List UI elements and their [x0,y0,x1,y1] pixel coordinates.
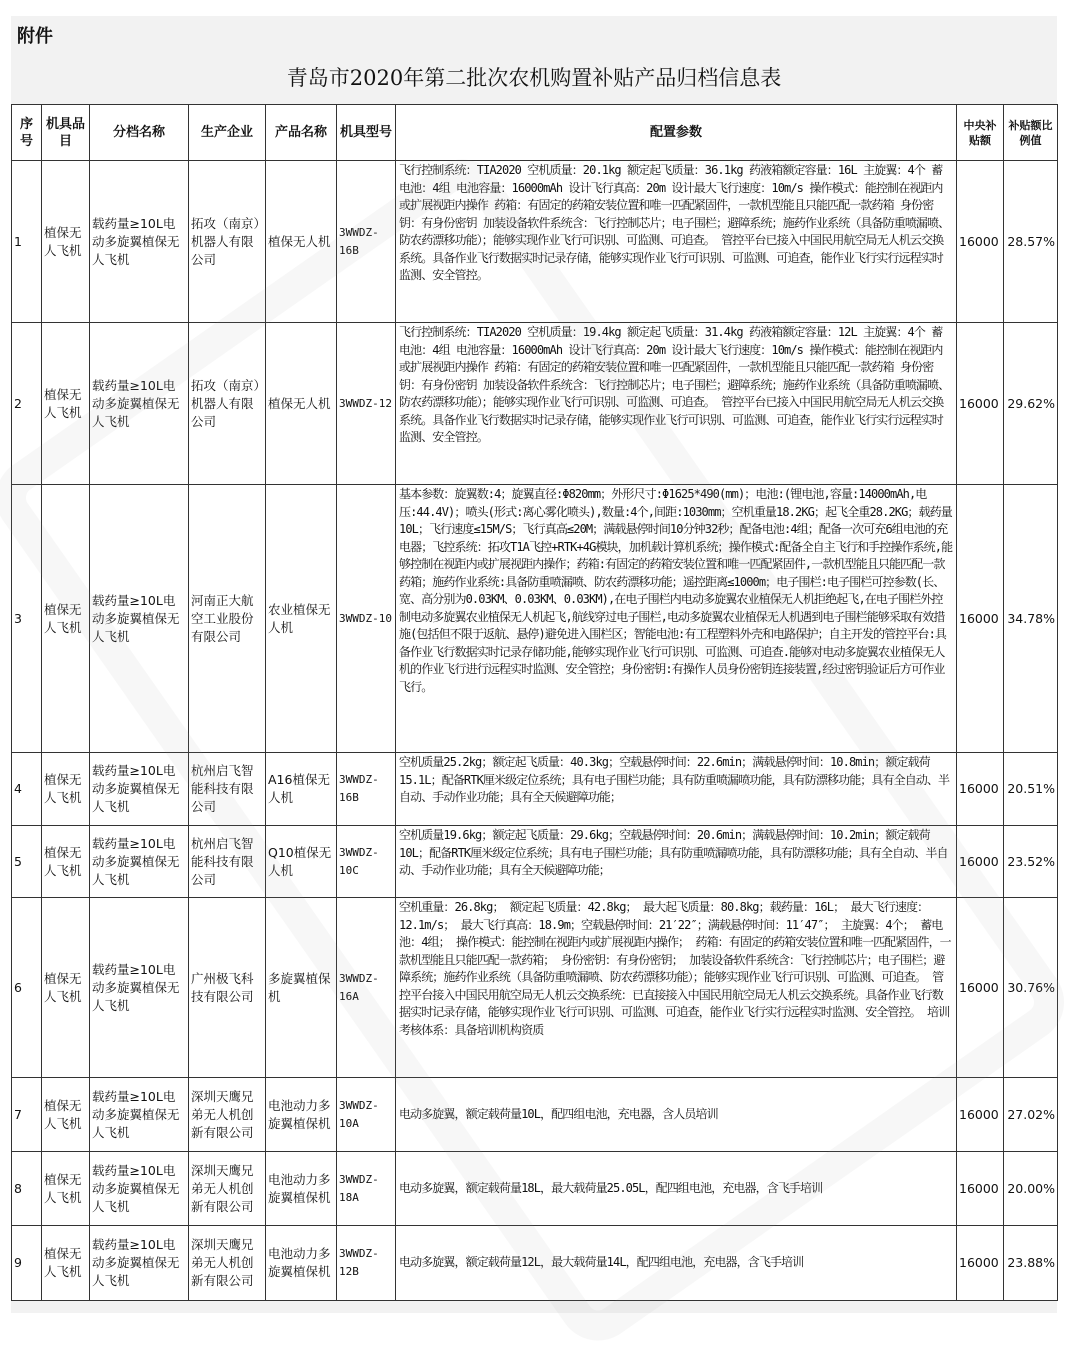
cell-item: 植保无人飞机 [42,826,90,898]
cell-item: 植保无人飞机 [42,161,90,323]
cell-subsidy: 16000 [957,1226,1004,1301]
table-row [12,1226,1058,1301]
cell-model: 3WWDZ-10A [337,1078,396,1152]
cell-ratio: 23.88% [1004,1226,1058,1301]
table-body [12,161,1058,1301]
cell-ratio: 27.02% [1004,1078,1058,1152]
cell-item: 植保无人飞机 [42,753,90,826]
cell-config: 电动多旋翼，额定载荷量10L，配四组电池，充电器，含人员培训 [396,1078,957,1152]
header-model: 机具型号 [337,105,396,161]
header-maker: 生产企业 [189,105,266,161]
cell-subsidy: 16000 [957,1078,1004,1152]
attachment-label: 附件 [17,26,53,47]
table-row [12,1078,1058,1152]
header-seq: 序号 [12,105,42,161]
cell-maker: 杭州启飞智能科技有限公司 [189,826,266,898]
cell-config: 基本参数：旋翼数:4；旋翼直径:Φ820mm；外形尺寸:Φ1625*490(mm)；电池:(锂电池,容量:14000mAh,电压:44.4V)；喷头(形式:离心雾化喷头),数量:4个,间距:1030mm；空机重量18.2KG；起飞全重28.2KG；载药量10L；飞行速度≤15M/S；飞行真高≤20M；满载悬停时间10分钟32秒；配备电池:4组；配备一次可充6组电池的充电器；飞控系统：拓攻T1A飞控+RTK+4G模块，加机载计算机系统；操作模式:配备全自主飞行和手控操作系统,能够控制在视距内或扩展视距内操作；药箱:有固定的药箱安装位置和唯一匹配紧固件,一款机型能且只能匹配一款药箱；施药作业系统:具备防重喷漏喷、防农药漂移功能；遥控距离≤1000m；电子围栏:电子围栏可控参数(长、宽、高分别为0.03KM、0.03KM、0.03KM),在电子围栏内电动多旋翼农业植保无人机拒绝起飞,在电子围栏外控制电动多旋翼农业植保无人机起飞,航线穿过电子围栏,电动多旋翼农业植保无人机遇到电子围栏能够采取有效措施(包括但不限于返航、悬停)避免进入围栏区；智能电池:有工程塑料外壳和电路保护；自主开发的管控平台:具备作业飞行数据实时记录存储功能,能够实现作业飞行可识别、可监测、可追查.能够对电动多旋翼农业植保无人机的作业飞行进行远程实时监测、安全管控；身份密钥:有操作人员身份密钥连接装置,经过密钥验证后方可作业飞行。 [396,485,957,753]
cell-config: 空机质量25.2kg；额定起飞质量：40.3kg；空载悬停时间：22.6min；满载悬停时间：10.8min；额定载荷15.1L；配备RTK厘米级定位系统；具有电子围栏功能；具有防重喷漏喷功能，具有防漂移功能；具有全自动、半自动、手动作业功能；具有全天候避障功能； [396,753,957,826]
cell-model: 3WWDZ-16B [337,161,396,323]
cell-maker: 杭州启飞智能科技有限公司 [189,753,266,826]
cell-maker: 拓攻（南京）机器人有限公司 [189,161,266,323]
cell-ratio: 20.00% [1004,1152,1058,1226]
cell-seq: 3 [12,485,42,753]
cell-model: 3WWDZ-16A [337,898,396,1078]
cell-ratio: 23.52% [1004,826,1058,898]
cell-model: 3WWDZ-10 [337,485,396,753]
table-row [12,898,1058,1078]
header-ratio: 补贴额比例值 [1004,105,1058,161]
cell-model: 3WWDZ-16B [337,753,396,826]
cell-config: 电动多旋翼，额定载荷量12L，最大载荷量14L，配四组电池，充电器，含飞手培训 [396,1226,957,1301]
cell-maker: 深圳天鹰兄弟无人机创新有限公司 [189,1078,266,1152]
cell-model: 3WWDZ-12B [337,1226,396,1301]
table-row [12,161,1058,323]
cell-product: 多旋翼植保机 [266,898,337,1078]
cell-maker: 河南正大航空工业股份有限公司 [189,485,266,753]
table-row [12,753,1058,826]
cell-model: 3WWDZ-10C [337,826,396,898]
cell-product: 电池动力多旋翼植保机 [266,1226,337,1301]
cell-seq: 9 [12,1226,42,1301]
table-row [12,485,1058,753]
header-item: 机具品目 [42,105,90,161]
cell-model: 3WWDZ-18A [337,1152,396,1226]
cell-tier: 载药量≥10L电动多旋翼植保无人飞机 [90,826,189,898]
cell-item: 植保无人飞机 [42,1226,90,1301]
table-row [12,1152,1058,1226]
page-title: 青岛市2020年第二批次农机购置补贴产品归档信息表 [286,66,782,90]
cell-subsidy: 16000 [957,161,1004,323]
cell-subsidy: 16000 [957,485,1004,753]
table-row [12,323,1058,485]
cell-product: 植保无人机 [266,323,337,485]
cell-maker: 深圳天鹰兄弟无人机创新有限公司 [189,1226,266,1301]
cell-product: Q10植保无人机 [266,826,337,898]
cell-subsidy: 16000 [957,898,1004,1078]
cell-seq: 6 [12,898,42,1078]
cell-subsidy: 16000 [957,753,1004,826]
cell-product: A16植保无人机 [266,753,337,826]
cell-ratio: 30.76% [1004,898,1058,1078]
cell-tier: 载药量≥10L电动多旋翼植保无人飞机 [90,1078,189,1152]
cell-seq: 1 [12,161,42,323]
cell-item: 植保无人飞机 [42,485,90,753]
header-config: 配置参数 [396,105,957,161]
cell-product: 电池动力多旋翼植保机 [266,1078,337,1152]
cell-subsidy: 16000 [957,1152,1004,1226]
cell-subsidy: 16000 [957,323,1004,485]
cell-tier: 载药量≥10L电动多旋翼植保无人飞机 [90,753,189,826]
cell-maker: 拓攻（南京）机器人有限公司 [189,323,266,485]
cell-item: 植保无人飞机 [42,1152,90,1226]
header-product: 产品名称 [266,105,337,161]
cell-tier: 载药量≥10L电动多旋翼植保无人飞机 [90,161,189,323]
cell-ratio: 34.78% [1004,485,1058,753]
cell-seq: 8 [12,1152,42,1226]
cell-tier: 载药量≥10L电动多旋翼植保无人飞机 [90,898,189,1078]
cell-ratio: 29.62% [1004,323,1058,485]
cell-ratio: 20.51% [1004,753,1058,826]
cell-seq: 7 [12,1078,42,1152]
header-subsidy: 中央补贴额 [957,105,1004,161]
cell-subsidy: 16000 [957,826,1004,898]
cell-tier: 载药量≥10L电动多旋翼植保无人飞机 [90,1152,189,1226]
subsidy-product-table [11,104,1058,1301]
cell-product: 农业植保无人机 [266,485,337,753]
cell-config: 空机质量19.6kg；额定起飞质量：29.6kg；空载悬停时间：20.6min；满载悬停时间：10.2min；额定载荷10L；配备RTK厘米级定位系统；具有电子围栏功能；具有防重喷漏喷功能，具有防漂移功能；具有全自动、半自动、手动作业功能；具有全天候避障功能； [396,826,957,898]
cell-product: 电池动力多旋翼植保机 [266,1152,337,1226]
cell-tier: 载药量≥10L电动多旋翼植保无人飞机 [90,323,189,485]
cell-item: 植保无人飞机 [42,898,90,1078]
table-header-row [12,105,1058,161]
cell-tier: 载药量≥10L电动多旋翼植保无人飞机 [90,485,189,753]
cell-item: 植保无人飞机 [42,1078,90,1152]
cell-maker: 广州极飞科技有限公司 [189,898,266,1078]
cell-config: 空机重量：26.8kg； 额定起飞质量：42.8kg； 最大起飞质量：80.8kg；载药量：16L； 最大飞行速度：12.1m/s； 最大飞行真高：18.9m；空载悬停时间：21′22″；满载悬停时间：11′47″； 主旋翼：4个； 蓄电池：4组； 操作模式：能控制在视距内或扩展视距内操作； 药箱：有固定的药箱安装位置和唯一匹配紧固件，一款机型能且只能匹配一款药箱； 身份密钥：有身份密钥； 加装设备软件系统含：飞行控制芯片；电子围栏；避障系统；施药作业系统（具备防重喷漏喷、防农药漂移功能）；能够实现作业飞行可识别、可监测、可追查。 管控平台接入中国民用航空局无人机云交换系统：已直接接入中国民用航空局无人机云交换系统。具备作业飞行数据实时记录存储，能够实现作业飞行可识别、可监测、可追查，能作业飞行实行远程实时监测、安全管控。 培训考核体系：具备培训机构资质 [396,898,957,1078]
cell-tier: 载药量≥10L电动多旋翼植保无人飞机 [90,1226,189,1301]
cell-product: 植保无人机 [266,161,337,323]
cell-seq: 4 [12,753,42,826]
cell-ratio: 28.57% [1004,161,1058,323]
cell-maker: 深圳天鹰兄弟无人机创新有限公司 [189,1152,266,1226]
cell-config: 电动多旋翼，额定载荷量18L，最大载荷量25.05L，配四组电池，充电器，含飞手培训 [396,1152,957,1226]
cell-model: 3WWDZ-12 [337,323,396,485]
cell-config: 飞行控制系统：TIA2020 空机质量：19.4kg 额定起飞质量：31.4kg 药液箱额定容量：12L 主旋翼：4个 蓄电池：4组 电池容量：16000mAh 设计飞行真高：20m 设计最大飞行速度：10m/s 操作模式：能控制在视距内或扩展视距内操作 药箱：有固定的药箱安装位置和唯一匹配紧固件，一款机型能且只能匹配一款药箱 身份密钥：有身份密钥 加装设备软件系统含：飞行控制芯片；电子围栏；避障系统；施药作业系统（具备防重喷漏喷、防农药漂移功能）；能够实现作业飞行可识别、可监测、可追查。 管控平台已接入中国民用航空局无人机云交换系统。具备作业飞行数据实时记录存储，能够实现作业飞行可识别、可监测、可追查，能作业飞行实行远程实时监测、安全管控。 [396,323,957,485]
table-row [12,826,1058,898]
header-tier: 分档名称 [90,105,189,161]
cell-seq: 2 [12,323,42,485]
cell-config: 飞行控制系统：TIA2020 空机质量：20.1kg 额定起飞质量：36.1kg 药液箱额定容量：16L 主旋翼：4个 蓄电池：4组 电池容量：16000mAh 设计飞行真高：20m 设计最大飞行速度：10m/s 操作模式：能控制在视距内或扩展视距内操作 药箱：有固定的药箱安装位置和唯一匹配紧固件，一款机型能且只能匹配一款药箱 身份密钥：有身份密钥 加装设备软件系统含：飞行控制芯片；电子围栏；避障系统；施药作业系统（具备防重喷漏喷、防农药漂移功能）；能够实现作业飞行可识别、可监测、可追查。 管控平台已接入中国民用航空局无人机云交换系统。具备作业飞行数据实时记录存储，能够实现作业飞行可识别、可监测、可追查，能作业飞行实行远程实时监测、安全管控。 [396,161,957,323]
cell-seq: 5 [12,826,42,898]
cell-item: 植保无人飞机 [42,323,90,485]
